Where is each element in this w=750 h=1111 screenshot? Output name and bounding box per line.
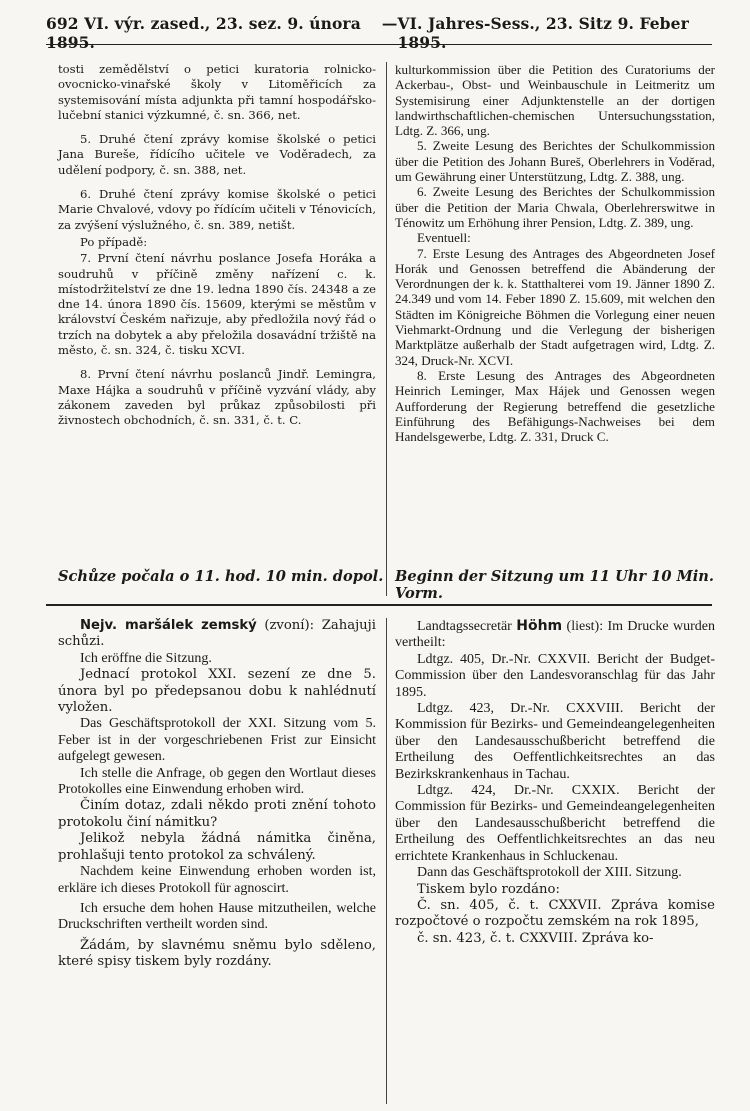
agenda-item-4-cz: tosti zemědělství o petici kuratoria rolnicko-ovocnicko-vinařské školy v Litoměřicích za systemisování místa adjunkta při tamní hospodářsko-lučební stanici výzkumné, č. sn. 366, net. [58, 62, 376, 122]
agenda-item-6-cz: 6. Druhé čtení zprávy komise školské o petici Marie Chvalové, vdovy po řídícím učiteli v Ténovicích, za zvýšení výslužného, č. sn. 389, netišt. [58, 187, 376, 232]
print-item-405-de: Ldtgz. 405, Dr.-Nr. CXXVII. Bericht der Budget-Commission über den Landesvoranschlag für das Jahr 1895. [395, 651, 715, 700]
agenda-item-8-cz: 8. První čtení návrhu poslanců Jindř. Lemingra, Maxe Hájka a soudruhů v příčině vyzvání vlády, aby zákonem zaveden byl průkaz způsobilosti při živnostech obchodních, č. sn. 331, č. t. C. [58, 367, 376, 428]
agenda-item-4-de: kulturkommission über die Petition des Curatoriums der Ackerbau-, Obst- und Weinbauschule in Leitmeritz um Systemisirung einer Adjunktenstelle an der dortigen landwirthschaftlichen-chemischen Untersuchungsstation, Ldtg. Z. 366, ung. [395, 62, 715, 139]
approval-de: Nachdem keine Einwendung erhoben worden ist, erkläre ich dieses Protokoll für agnoscirt. [58, 864, 376, 896]
header-german: VI. Jahres-Sess., 23. Sitz 9. Feber 1895. [397, 14, 689, 52]
page-header [46, 14, 712, 52]
inquiry-cz: Činím dotaz, zdali někdo proti znění tohoto protokolu činí námitku? [58, 798, 376, 830]
opening-de: Ich eröffne die Sitzung. [80, 650, 212, 666]
session-start-de: Beginn der Sitzung um 11 Uhr 10 Min. Vorm. [395, 568, 714, 602]
agenda-item-8-de: 8. Erste Lesung des Antrages des Abgeordneten Heinrich Leminger, Max Hájek und Genossen wegen Aufforderung der Regierung betreffend die gesetzliche Einführung des Befähigungs-Nachweises bei dem Handelsgewerbe, Ldtg. Z. 331, Druck C. [395, 367, 715, 445]
agenda-item-7-de: 7. Erste Lesung des Antrages des Abgeordneten Josef Horák und Genossen betreffend die Abänderung der Verordnungen der k. k. Statthalterei vom 19. Jänner 1890 Z. 24.349 und vom 14. Feber 1890 Z. 15.609, mit welchen den Städten im Königreiche Böhmen die Vorlegung einer neuen Viehmarkt-Ordnung und die Verlegung der bisherigen Marktplätze außerhalb der Stadt aufgetragen wird, Ldtg. Z. 324, Druck-Nr. XCVI. [395, 245, 715, 368]
proceedings-left-column [58, 618, 376, 980]
agenda-item-5-cz: 5. Druhé čtení zprávy komise školské o petici Jana Bureše, řídícího učitele ve Voděradech, za udělení podpory, č. sn. 388, net. [58, 132, 376, 177]
column-divider-top [386, 62, 387, 596]
secretary-reading: (liest): Im Drucke wurden vertheilt: [395, 619, 716, 651]
opening-cz: Zahajuji schůzi. [58, 618, 376, 650]
print-item-423-de: Ldtgz. 423, Dr.-Nr. CXXVIII. Bericht der Kommission für Bezirks- und Gemeindeangelegenheiten über den Landesausschußbericht betreffend die Ertheilung des Oeffentlichkeitsrechtes an das Bezirkskrankenhaus in Tachau. [395, 701, 715, 782]
header-dash: — [381, 14, 398, 33]
print-item-423-cz: č. sn. 423, č. t. CXXVIII. Zpráva ko- [417, 930, 654, 946]
column-divider-bottom [386, 618, 387, 1104]
secretary-title: Landtagssecretär [417, 619, 512, 634]
proceedings-right-column [395, 618, 715, 947]
header-rule [46, 44, 712, 45]
request-de: Ich ersuche dem hohen Hause mitzutheilen, welche Druckschriften vertheilt worden sind. [58, 900, 376, 933]
section-rule [46, 604, 712, 606]
session-start-cz: Schůze počala o 11. hod. 10 min. dopol. [58, 568, 384, 585]
print-item-405-cz: Č. sn. 405, č. t. CXXVII. Zpráva komise rozpočtové o rozpočtu zemském na rok 1895, [395, 897, 715, 930]
agenda-czech-column [58, 62, 376, 438]
request-cz: Žádám, by slavnému sněmu bylo sděleno, které spisy tiskem byly rozdány. [58, 937, 376, 970]
agenda-item-5-de: 5. Zweite Lesung des Berichtes der Schulkommission über die Petition des Johann Bureš, Oberlehrers in Voděrad, um Gewährung einer Unterstützung, Ldtg. Z. 388, ung. [395, 138, 715, 185]
header-czech: 692 VI. výr. zased., 23. sez. 9. února 1895. [46, 14, 361, 52]
protocol-de: Das Geschäftsprotokoll der XXI. Sitzung vom 5. Feber ist in der vorgeschriebenen Frist zur Einsicht aufgelegt gewesen. [58, 716, 376, 765]
speaker-paragraph [58, 618, 376, 651]
agenda-eventual-de: Eventuell: [417, 230, 471, 246]
agenda-eventual-cz: Po případě: [80, 234, 148, 249]
inquiry-de: Ich stelle die Anfrage, ob gegen den Wortlaut dieses Protokolles eine Einwendung erhoben wird. [58, 765, 376, 798]
agenda-item-7-cz: 7. První čtení návrhu poslance Josefa Horáka a soudruhů v příčině změny nařízení c. k. místodržitelství ze dne 19. ledna 1890 čís. 24348 a ze dne 14. února 1890 čís. 15609, kterými se městům v království Českém nařizuje, aby předložila nový řád o trzích na dobytek a aby přeložila dosavádní tržiště na město, č. sn. 324, č. tisku XCVI. [58, 251, 376, 358]
protocol-cz: Jednací protokol XXI. sezení ze dne 5. února byl po předepsanou dobu k nahlédnutí vyložen. [58, 667, 376, 716]
distributed-heading-cz: Tiskem bylo rozdáno: [417, 881, 560, 897]
protocol-xiii-de: Dann das Geschäftsprotokoll der XIII. Sitzung. [417, 865, 682, 881]
print-item-424-de: Ldtgz. 424, Dr.-Nr. CXXIX. Bericht der Commission für Bezirks- und Gemeindeangelegenheiten über den Landesausschußbericht betreffend die Ertheilung des Oeffentlichkeitsrechtes an das neu errichtete Krankenhaus in Schluckenau. [395, 783, 715, 864]
speaker-name: Nejv. maršálek zemský [80, 618, 257, 633]
secretary-intro [395, 618, 715, 652]
agenda-german-column [395, 62, 715, 453]
agenda-item-6-de: 6. Zweite Lesung des Berichtes der Schulkommission über die Petition der Maria Chwala, Oberlehrerswitwe in Ténowitz um Erhöhung ihrer Pension, Ldtg. Z. 389, ung. [395, 184, 715, 230]
speaker-note: (zvoní): [264, 618, 315, 633]
secretary-name: Höhm [516, 618, 563, 634]
approval-cz: Jelikož nebyla žádná námitka činěna, prohlašuji tento protokol za schválený. [58, 831, 376, 863]
